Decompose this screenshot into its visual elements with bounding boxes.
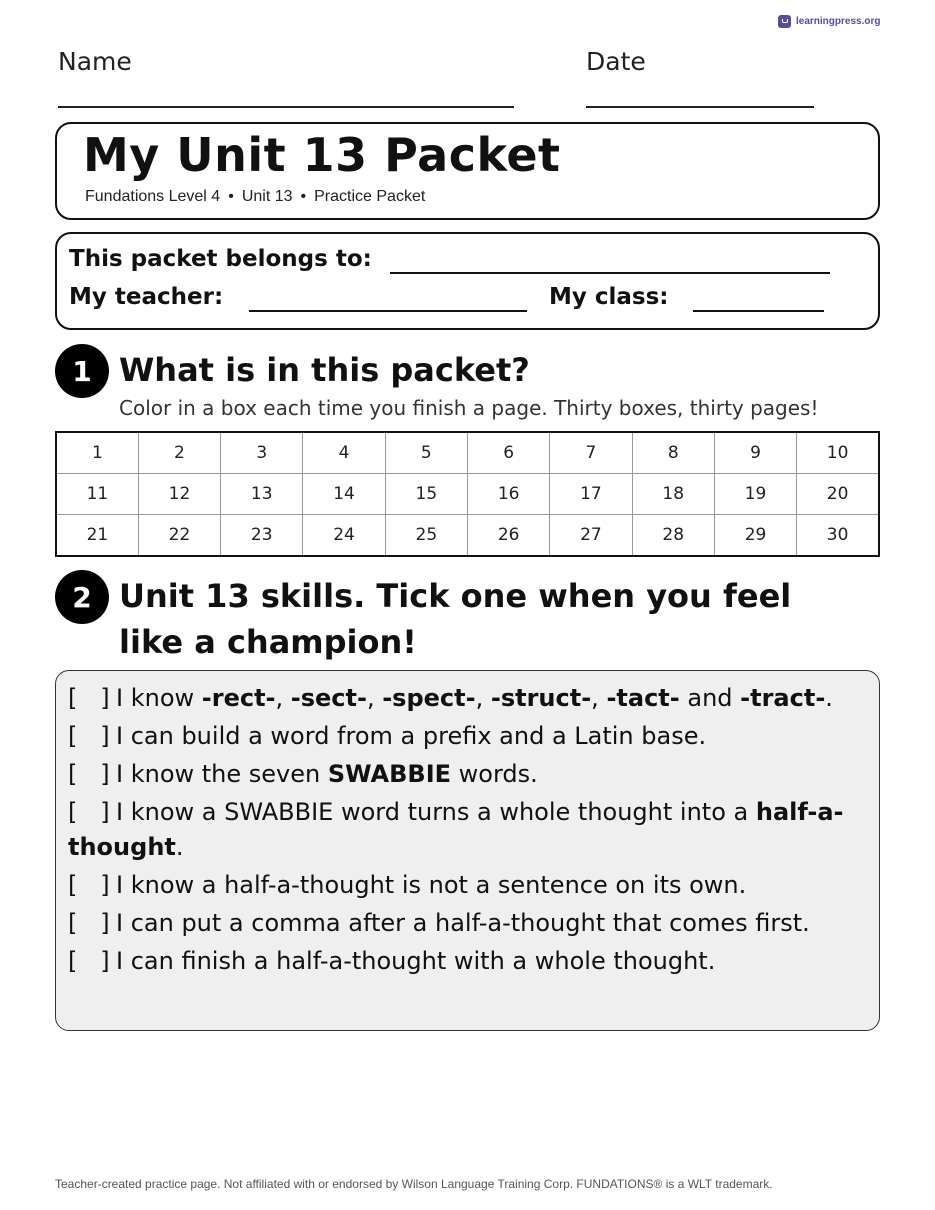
skill-text: I can build a word from a prefix and a Latin base.	[116, 722, 707, 750]
skill-text: and	[679, 684, 741, 712]
page-box[interactable]: 12	[138, 474, 220, 515]
skill-text: I can put a comma after a half-a-thought that comes first.	[116, 909, 810, 937]
brand-text: learningpress.org	[796, 15, 881, 27]
learningpress-logo-icon	[778, 15, 791, 28]
skills-checklist	[55, 670, 880, 1031]
brand[interactable]	[778, 13, 880, 29]
page-box[interactable]: 24	[303, 515, 385, 557]
skill-checkbox[interactable]: [ ]	[68, 909, 110, 937]
subtitle-separator: •	[300, 188, 307, 205]
page-box[interactable]: 7	[550, 432, 632, 474]
skill-text: I know a half-a-thought is not a sentence on its own.	[116, 871, 747, 899]
skill-keyword: -spect-	[382, 684, 476, 712]
page-box[interactable]: 1	[56, 432, 138, 474]
name-label: Name	[58, 47, 132, 76]
page-box[interactable]: 4	[303, 432, 385, 474]
skill-text: .	[175, 833, 184, 861]
section-1-title: What is in this packet?	[119, 351, 530, 389]
skill-checkbox[interactable]: [ ]	[68, 871, 110, 899]
page-box[interactable]: 13	[221, 474, 303, 515]
page-box[interactable]: 16	[467, 474, 549, 515]
page-box[interactable]: 11	[56, 474, 138, 515]
section-1-intro: Color in a box each time you finish a page. Thirty boxes, thirty pages!	[119, 396, 819, 420]
grid-row	[56, 432, 879, 474]
skill-checkbox[interactable]: [ ]	[68, 684, 110, 712]
page-box[interactable]: 19	[714, 474, 796, 515]
grid-row	[56, 515, 879, 557]
page-title: My Unit 13 Packet	[83, 128, 561, 182]
skill-keyword: -rect-	[201, 684, 276, 712]
class-line	[693, 310, 824, 312]
skill-checkbox[interactable]: [ ]	[68, 760, 110, 788]
page-box[interactable]: 20	[797, 474, 879, 515]
page-box[interactable]: 15	[385, 474, 467, 515]
teacher-label: My teacher:	[69, 284, 224, 310]
skill-checkbox[interactable]: [ ]	[68, 798, 110, 826]
subtitle-type: Practice Packet	[314, 188, 426, 205]
section-1-number: 1	[55, 344, 109, 398]
skill-item	[68, 719, 867, 754]
class-label: My class:	[549, 284, 669, 310]
subtitle-separator: •	[228, 188, 234, 205]
skill-item	[68, 681, 867, 716]
title-box	[55, 122, 880, 220]
subtitle-level: Fundations Level 4	[85, 188, 221, 205]
page-box[interactable]: 27	[550, 515, 632, 557]
page-box[interactable]: 25	[385, 515, 467, 557]
skill-text: words.	[451, 760, 538, 788]
skill-keyword: -struct-	[490, 684, 592, 712]
skill-keyword: half-a-thought	[68, 798, 844, 861]
page-box[interactable]: 2	[138, 432, 220, 474]
page-box[interactable]: 28	[632, 515, 714, 557]
belongs-box	[55, 232, 880, 330]
page-box[interactable]: 8	[632, 432, 714, 474]
skill-keyword: SWABBIE	[327, 760, 452, 788]
skill-text: I can finish a half-a-thought with a whole thought.	[116, 947, 716, 975]
skill-item	[68, 906, 867, 941]
page-box[interactable]: 9	[714, 432, 796, 474]
skill-text: I know the seven	[116, 760, 328, 788]
skill-keyword: -sect-	[290, 684, 367, 712]
page-box[interactable]: 26	[467, 515, 549, 557]
grid-row	[56, 474, 879, 515]
owner-line	[390, 272, 830, 274]
page-box[interactable]: 23	[221, 515, 303, 557]
page-box[interactable]: 22	[138, 515, 220, 557]
skill-text: I know a SWABBIE word turns a whole thought into a	[116, 798, 756, 826]
page-box[interactable]: 29	[714, 515, 796, 557]
owner-label: This packet belongs to:	[69, 246, 372, 272]
skill-text: .	[825, 684, 833, 712]
skill-keyword: -tract-	[740, 684, 826, 712]
page-box[interactable]: 10	[797, 432, 879, 474]
page-box[interactable]: 17	[550, 474, 632, 515]
page-box[interactable]: 3	[221, 432, 303, 474]
subtitle-unit: Unit 13	[241, 188, 293, 205]
page-box[interactable]: 14	[303, 474, 385, 515]
skill-text: ,	[591, 684, 607, 712]
skill-keyword: -tact-	[606, 684, 680, 712]
skill-item	[68, 795, 867, 865]
teacher-line	[249, 310, 527, 312]
skill-text: I know	[116, 684, 202, 712]
skill-text: ,	[275, 684, 291, 712]
skill-item	[68, 757, 867, 792]
page-box[interactable]: 6	[467, 432, 549, 474]
skill-checkbox[interactable]: [ ]	[68, 722, 110, 750]
page-box[interactable]: 21	[56, 515, 138, 557]
progress-grid	[55, 431, 880, 557]
page-box[interactable]: 5	[385, 432, 467, 474]
subtitle	[85, 188, 425, 206]
skill-text: ,	[366, 684, 383, 712]
date-line	[586, 106, 814, 108]
skill-item	[68, 944, 867, 979]
footer-disclaimer: Teacher-created practice page. Not affiliated with or endorsed by Wilson Language Training Corp. FUNDATIONS® is a WLT trademark.	[55, 1177, 773, 1191]
section-2-number: 2	[55, 570, 109, 624]
skill-checkbox[interactable]: [ ]	[68, 947, 110, 975]
name-line	[58, 106, 514, 108]
skill-item	[68, 868, 867, 903]
page-box[interactable]: 18	[632, 474, 714, 515]
date-label: Date	[586, 47, 646, 76]
skill-text: ,	[475, 684, 491, 712]
page-box[interactable]: 30	[797, 515, 879, 557]
section-2-title: Unit 13 skills. Tick one when you feel like a champion!	[119, 577, 792, 661]
